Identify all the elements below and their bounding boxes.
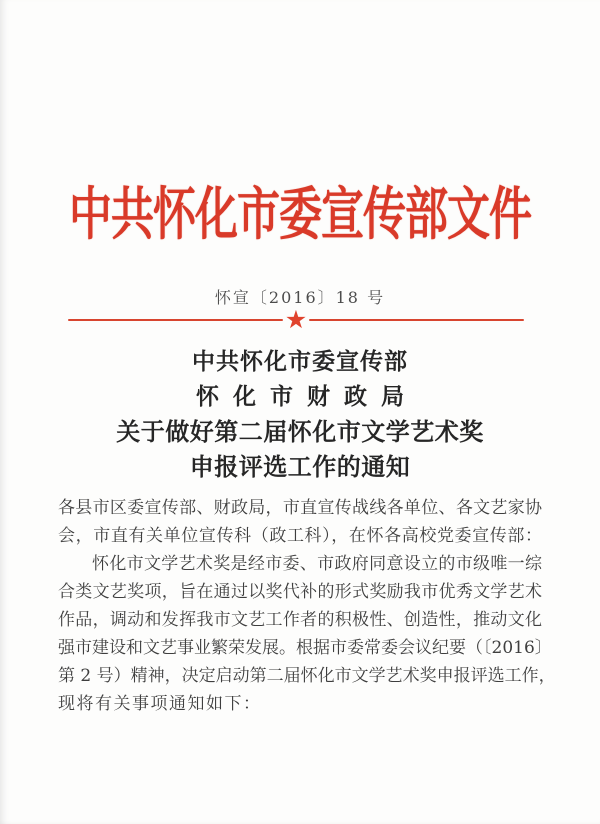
body-line: 作品，调动和发挥我市文艺工作者的积极性、创造性，推动文化	[58, 610, 542, 630]
body-line: 会，市直有关单位宣传科（政工科），在怀各高校党委宣传部：	[58, 526, 542, 546]
issuer-line-1: 中共怀化市委宣传部	[192, 348, 408, 375]
red-divider-rule	[68, 304, 524, 334]
letterhead	[0, 170, 600, 248]
issuer-line-2-text: 怀化市财政局	[196, 383, 418, 410]
notice-title-block	[0, 344, 600, 484]
body-line: 第 2 号）精神，决定启动第二届怀化市文学艺术奖申报评选工作，	[58, 666, 556, 686]
subject-line-1: 关于做好第二届怀化市文学艺术奖	[116, 417, 484, 446]
body-text	[58, 494, 556, 718]
body-line: 强市建设和文艺事业繁荣发展。根据市委常委会议纪要（〔2016〕	[58, 638, 552, 658]
document-number: 怀宣〔2016〕18 号	[214, 288, 386, 307]
red-star-icon: ★	[284, 304, 308, 334]
divider-right-segment	[309, 319, 524, 321]
body-line: 各县市区委宣传部、财政局，市直宣传战线各单位、各文艺家协	[58, 498, 542, 518]
body-line: 怀化市文学艺术奖是经市委、市政府同意设立的市级唯一综	[92, 554, 542, 574]
issuer-line-2	[0, 379, 600, 414]
body-line: 合类文艺奖项，旨在通过以奖代补的形式奖励我市优秀文学艺术	[58, 582, 542, 602]
subject-line-2: 申报评选工作的通知	[189, 452, 411, 481]
divider-left-segment	[68, 319, 283, 321]
body-line: 现将有关事项通知如下：	[58, 694, 262, 714]
letterhead-title: 中共怀化市委宣传部文件	[69, 181, 531, 248]
